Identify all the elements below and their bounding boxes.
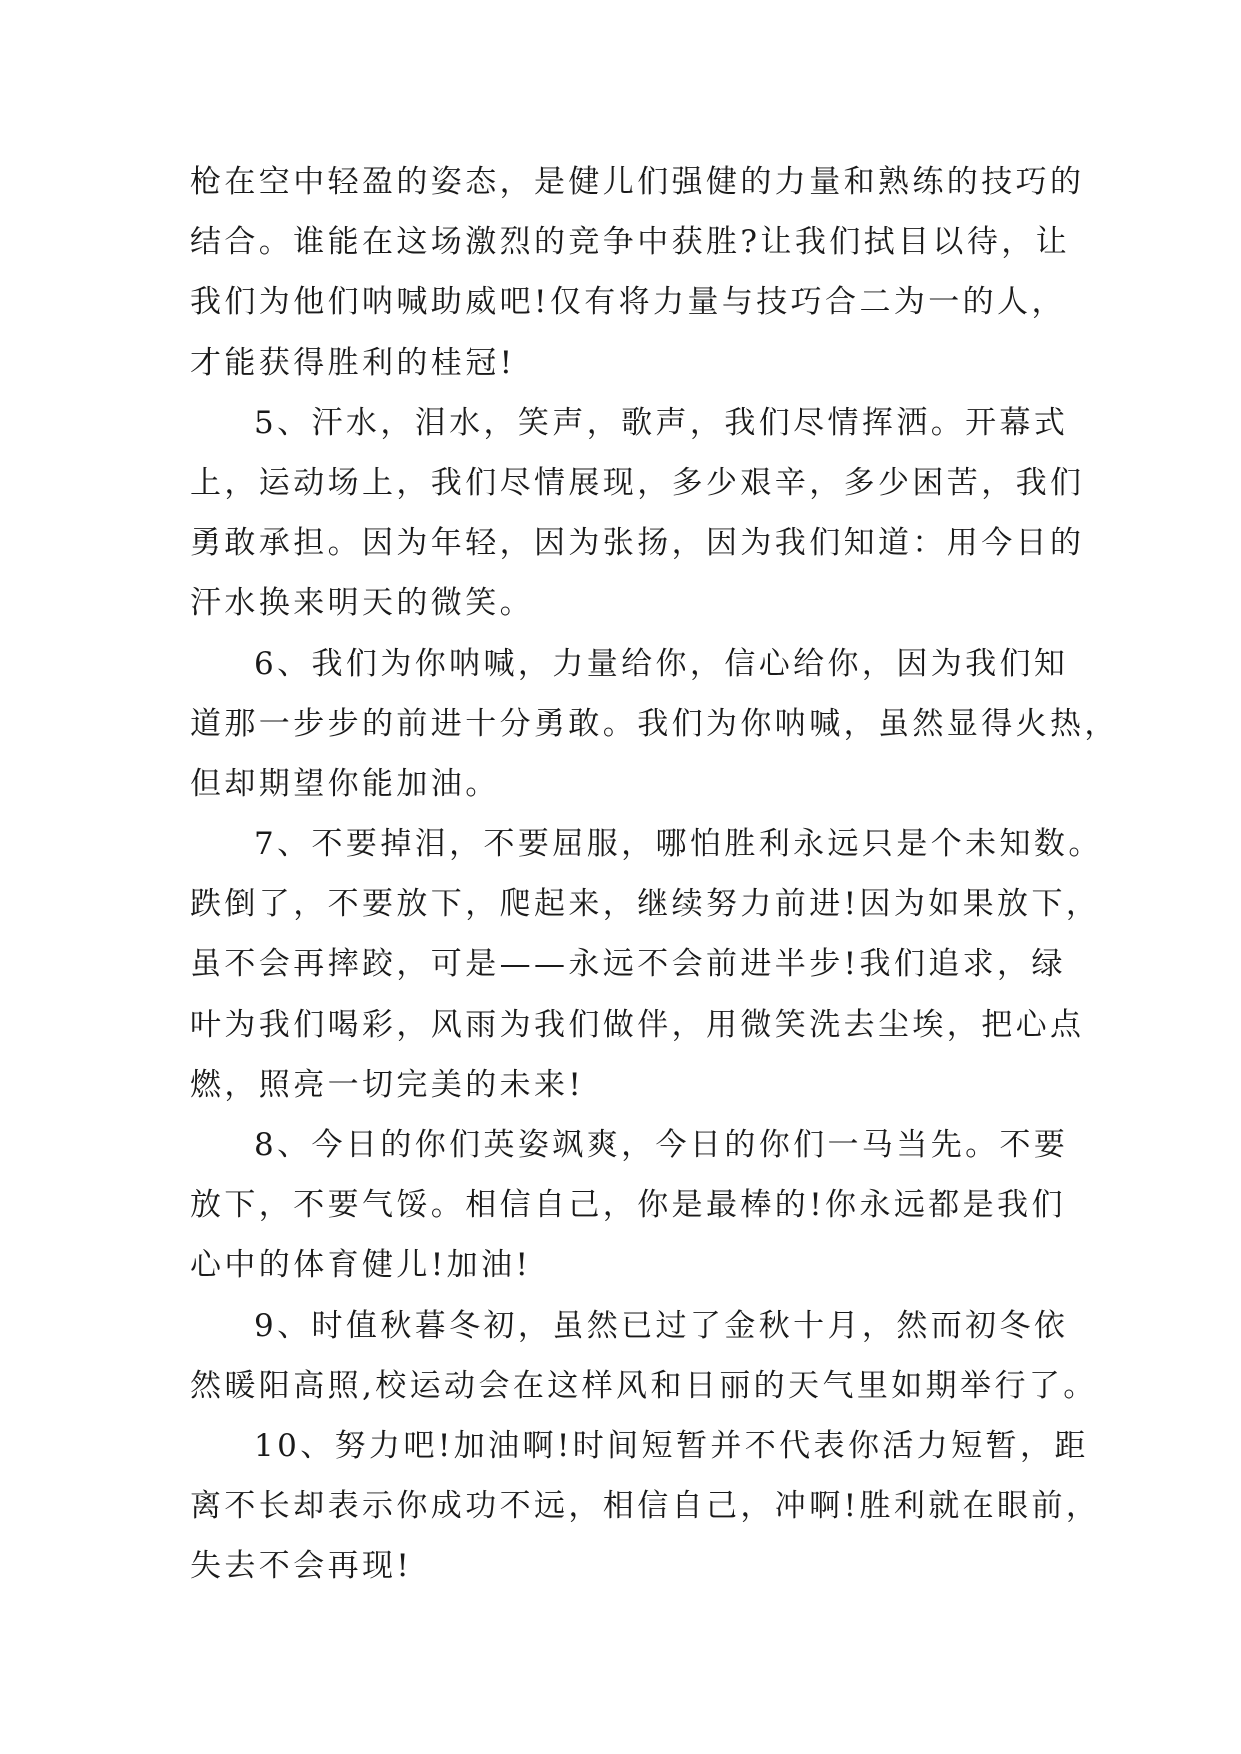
paragraph-item-10: [190, 1416, 1101, 1597]
text-line: 但却期望你能加油。: [190, 765, 500, 802]
paragraph-item-9: [190, 1296, 1098, 1416]
text-line: 我们为他们呐喊助威吧!仅有将力量与技巧合二为一的人，: [190, 284, 1066, 321]
text-line: 勇敢承担。因为年轻，因为张扬，因为我们知道：用今日的: [190, 525, 1085, 562]
text-line: 道那一步步的前进十分勇敢。我们为你呐喊，虽然显得火热，: [190, 705, 1119, 742]
text-line: 叶为我们喝彩，风雨为我们做伴，用微笑洗去尘埃，把心点: [190, 1006, 1085, 1043]
text-line: 上，运动场上，我们尽情展现，多少艰辛，多少困苦，我们: [190, 464, 1085, 501]
paragraph-item-5: [190, 393, 1085, 634]
text-line: 虽不会再摔跤，可是——永远不会前进半步!我们追求，绿: [190, 946, 1066, 983]
text-line: 6、我们为你呐喊，力量给你，信心给你，因为我们知: [254, 645, 1069, 682]
text-line: 然暖阳高照,校运动会在这样风和日丽的天气里如期举行了。: [190, 1367, 1098, 1404]
text-line: 汗水换来明天的微笑。: [190, 585, 534, 622]
text-line: 9、时值秋暮冬初，虽然已过了金秋十月，然而初冬依: [254, 1307, 1069, 1344]
text-line: 7、不要掉泪，不要屈服，哪怕胜利永远只是个未知数。: [254, 826, 1103, 863]
text-line: 5、汗水，泪水，笑声，歌声，我们尽情挥洒。开幕式: [254, 404, 1069, 441]
paragraph-item-7: [190, 814, 1103, 1115]
document-body: [190, 152, 1119, 1597]
text-line: 燃，照亮一切完美的未来!: [190, 1066, 585, 1103]
text-line: 放下，不要气馁。相信自己，你是最棒的!你永远都是我们: [190, 1187, 1066, 1224]
paragraph-continuation: [190, 152, 1085, 393]
text-line: 结合。谁能在这场激烈的竞争中获胜?让我们拭目以待，让: [190, 224, 1071, 261]
text-line: 失去不会再现!: [190, 1548, 413, 1585]
text-line: 才能获得胜利的桂冠!: [190, 344, 516, 381]
paragraph-item-8: [190, 1115, 1069, 1296]
text-line: 心中的体育健儿!加油!: [190, 1247, 532, 1284]
text-line: 10、努力吧!加油啊!时间短暂并不代表你活力短暂，距: [254, 1427, 1089, 1464]
text-line: 离不长却表示你成功不远，相信自己，冲啊!胜利就在眼前，: [190, 1488, 1101, 1525]
paragraph-item-6: [190, 634, 1119, 815]
text-line: 跌倒了，不要放下，爬起来，继续努力前进!因为如果放下，: [190, 886, 1101, 923]
text-line: 枪在空中轻盈的姿态，是健儿们强健的力量和熟练的技巧的: [190, 164, 1085, 200]
text-line: 8、今日的你们英姿飒爽，今日的你们一马当先。不要: [254, 1127, 1069, 1163]
